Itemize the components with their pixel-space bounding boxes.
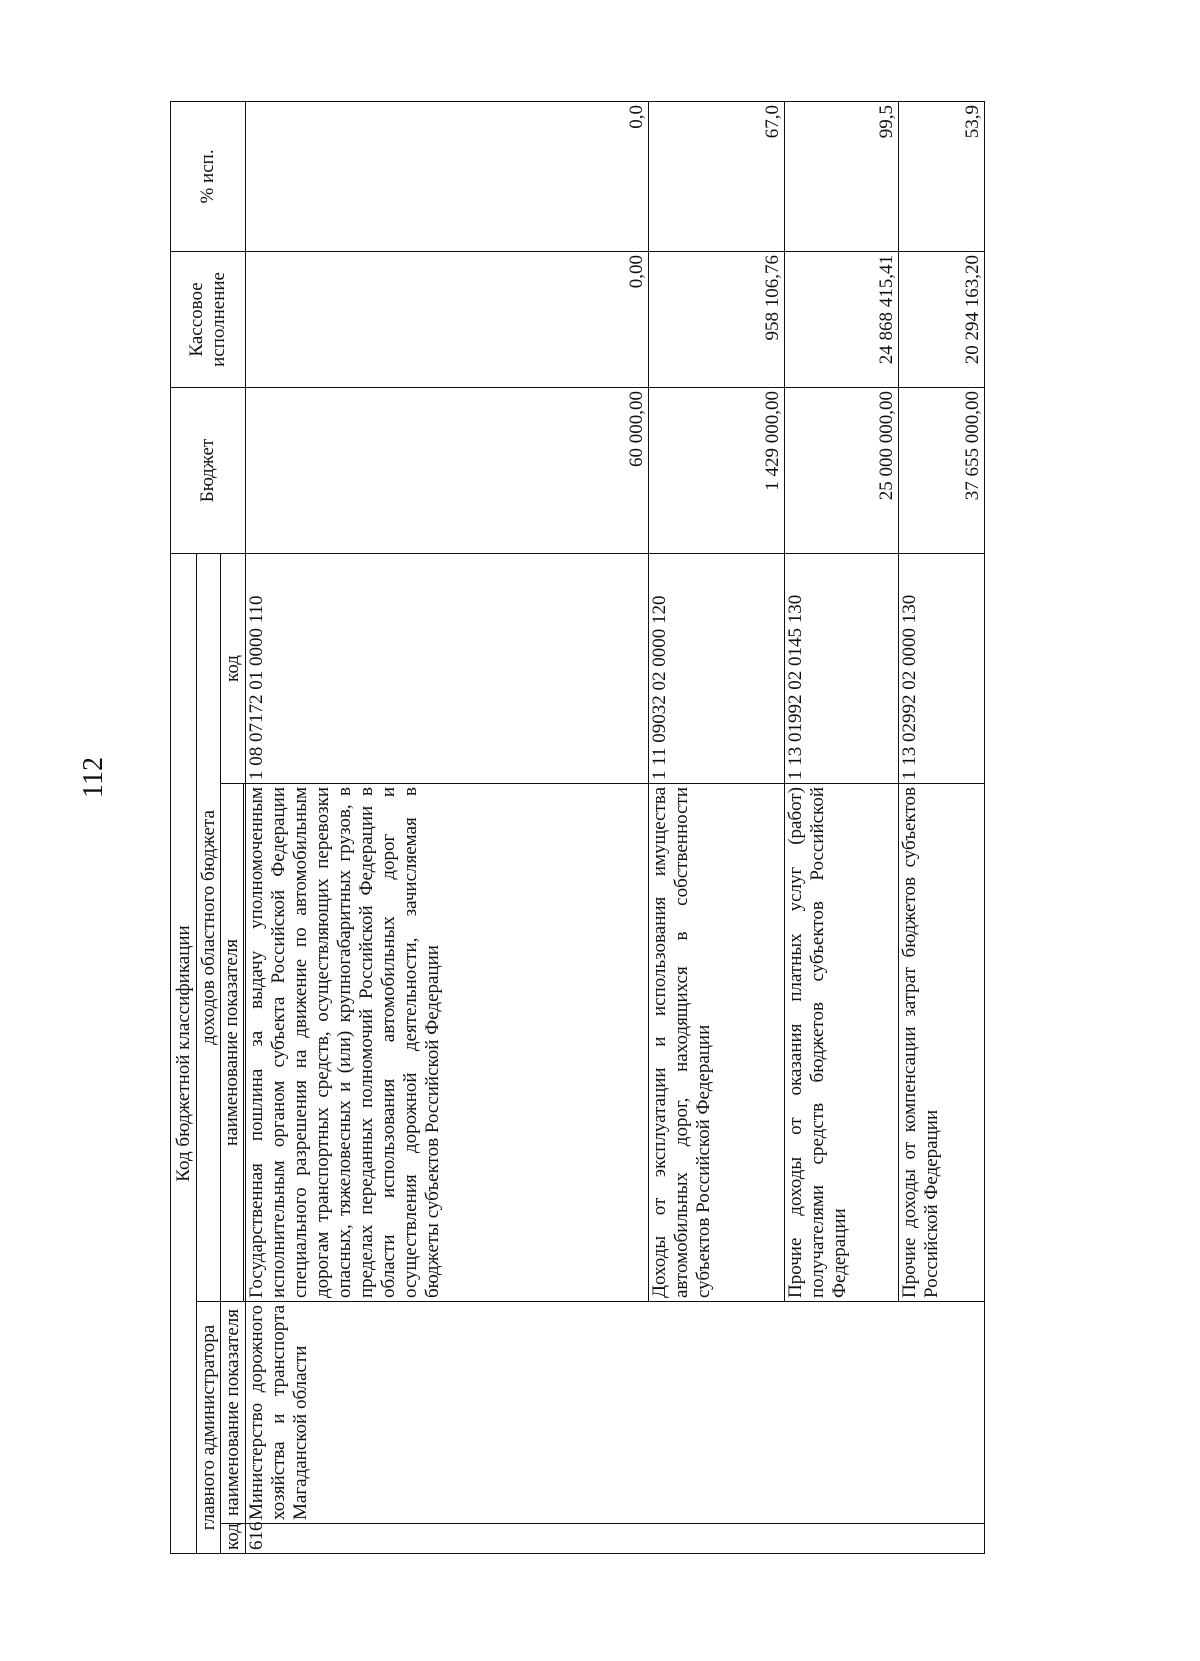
budget-table-container <box>170 102 1003 1554</box>
header-classification-group: Код бюджетной классификации <box>171 553 197 1553</box>
income-name: Доходы от эксплуатации и использования имущества автомобильных дорог, находящихся в собственности субъектов Российской Федерации <box>649 784 785 1302</box>
budget-value: 25 000 000,00 <box>785 387 899 553</box>
execution-value: 0,00 <box>246 251 649 387</box>
admin-name: Министерство дорожного хозяйства и транспорта Магаданской области <box>246 1302 985 1524</box>
income-name: Прочие доходы от оказания платных услуг (работ) получателями средств бюджетов субъектов Российской Федерации <box>785 784 899 1302</box>
header-admin-name: наименование показателя <box>221 1302 246 1524</box>
income-code: 1 08 07172 01 0000 110 <box>246 553 649 783</box>
header-execution: Кассовое исполнение <box>171 251 246 387</box>
execution-value: 24 868 415,41 <box>785 251 899 387</box>
percent-value: 53,9 <box>899 101 985 251</box>
budget-classification-table <box>170 101 985 1554</box>
header-percent: % исп. <box>171 101 246 251</box>
header-admin-group: главного администратора <box>197 1302 221 1554</box>
income-code: 1 11 09032 02 0000 120 <box>649 553 785 783</box>
percent-value: 0,0 <box>246 101 649 251</box>
income-code: 1 13 01992 02 0145 130 <box>785 553 899 783</box>
header-income-name: наименование показателя <box>221 784 244 1302</box>
income-code: 1 13 02992 02 0000 130 <box>899 553 985 783</box>
table-row <box>246 101 649 1553</box>
execution-value: 20 294 163,20 <box>899 251 985 387</box>
budget-value: 1 429 000,00 <box>649 387 785 553</box>
header-admin-code: код <box>221 1524 246 1554</box>
header-income-group: доходов областного бюджета <box>197 553 221 1301</box>
percent-value: 99,5 <box>785 101 899 251</box>
percent-value: 67,0 <box>649 101 785 251</box>
admin-code: 616 <box>246 1524 985 1554</box>
income-name: Прочие доходы от компенсации затрат бюджетов субъектов Российской Федерации <box>899 784 985 1302</box>
header-budget: Бюджет <box>171 387 246 553</box>
budget-value: 37 655 000,00 <box>899 387 985 553</box>
page-number: 112 <box>78 757 109 798</box>
budget-value: 60 000,00 <box>246 387 649 553</box>
header-income-code: код <box>221 553 246 783</box>
income-name: Государственная пошлина за выдачу уполномоченным исполнительным органом субъекта Российской Федерации специального разрешения на движение по автомобильным дорогам транспортных средств, осуществляющих перевозки опасных, тяжеловесных и (или) крупногабаритных грузов, в пределах переданных полномочий Российской Федерации в области использования автомобильных дорог и осуществления дорожной деятельности, зачисляемая в бюджеты субъектов Российской Федерации <box>246 784 649 1302</box>
execution-value: 958 106,76 <box>649 251 785 387</box>
